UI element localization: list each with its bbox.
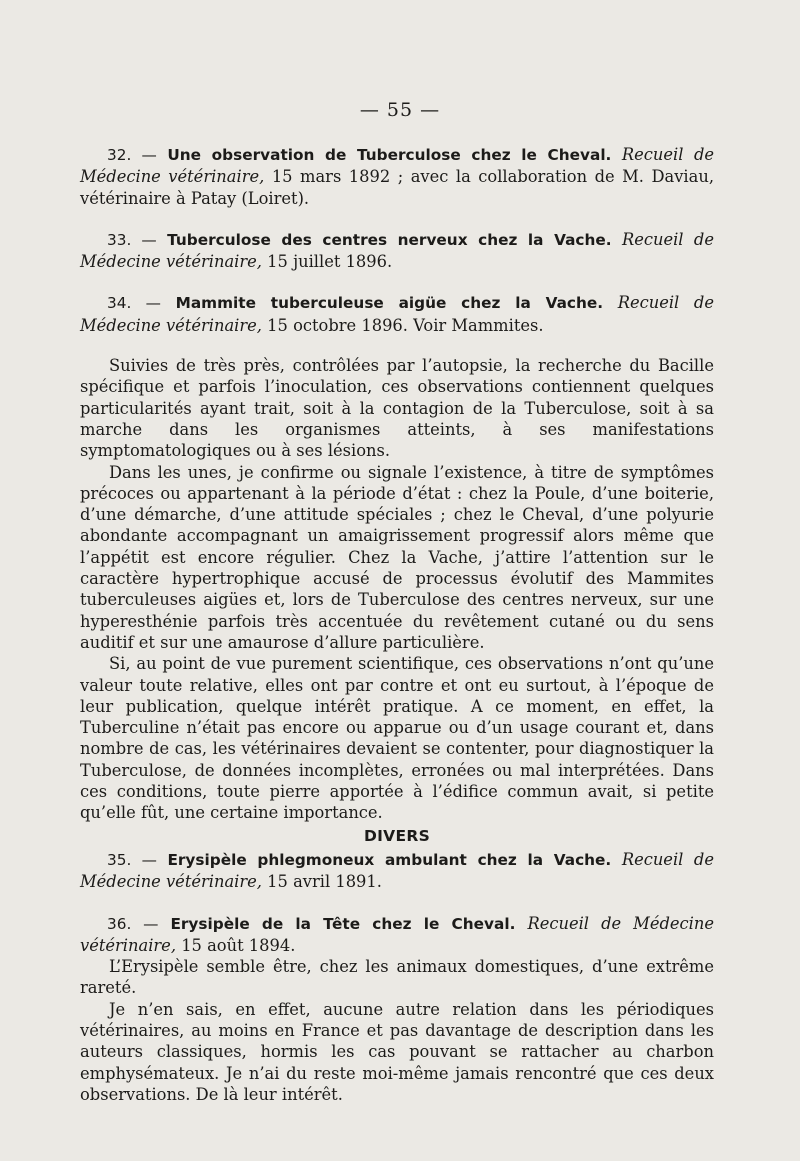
entry-35 (80, 849, 714, 893)
entry-number: 32. — (107, 146, 157, 164)
entry-title: Erysipèle de la Tête chez le Cheval. (170, 914, 516, 933)
entry-title: Erysipèle phlegmoneux ambulant chez la Vache. (167, 850, 612, 869)
entry-34 (80, 292, 714, 336)
entry-number: 34. — (107, 294, 161, 313)
entry-32 (80, 144, 714, 209)
entry-title: Une observation de Tuberculose chez le Cheval. (167, 146, 612, 164)
page-number: — 55 — (359, 99, 441, 121)
paragraph: Dans les unes, je confirme ou signale l’existence, à titre de symptômes précoces ou appartenant à la période d’état : chez la Poule, d’une boiterie, d’une démarche, d’une attitude spéciales ; chez le Cheval, d’une polyurie abondante accompagnant un amaigrissement progressif alors même que l’appétit est encore régulier. Chez la Vache, j’attire l’attention sur le caractère hypertrophique accusé de processus évolutif des Mammites tuberculeuses aigües et, lors de Tuberculose des centres nerveux, sur une hyperesthénie parfois très accentuée du revêtement cutané ou du sens auditif et sur une amaurose d’allure particulière. (80, 462, 714, 652)
entry-journal: Recueil de Médecine vétérinaire, (80, 913, 714, 955)
entry-number: 35. — (107, 850, 157, 869)
entry-details: 15 avril 1891. (267, 872, 382, 892)
entry-33 (80, 229, 714, 273)
entry-journal: Recueil de Médecine vétérinaire, (80, 145, 714, 187)
commentary-block-2 (80, 956, 714, 1105)
commentary-block (80, 355, 714, 824)
paragraph: Suivies de très près, contrôlées par l’autopsie, la recherche du Bacille spécifique et parfois l’inoculation, ces observations contiennent quelques particularités ayant trait, soit à la contagion de la Tuberculose, soit à sa marche dans les organismes atteints, à ses manifestations symptomatologiques ou à ses lésions. (80, 356, 714, 461)
page-body (80, 144, 714, 1105)
paragraph: L’Erysipèle semble être, chez les animaux domestiques, d’une extrême rareté. (80, 957, 714, 998)
entry-journal: Recueil de Médecine vétérinaire, (80, 849, 714, 892)
paragraph: Je n’en sais, en effet, aucune autre relation dans les périodiques vétérinaires, au moins en France et pas davantage de description dans les auteurs classiques, hormis les cas pouvant se rattacher au charbon emphysémateux. Je n’ai du reste moi-même jamais rencontré que ces deux observations. De là leur intérêt. (80, 999, 714, 1104)
entry-title: Mammite tuberculeuse aigüe chez la Vache. (175, 294, 604, 313)
entry-details: 15 août 1894. (181, 935, 296, 955)
entry-36 (80, 913, 714, 957)
entry-journal: Recueil de Médecine vétérinaire, (80, 229, 714, 272)
entry-number: 33. — (107, 230, 157, 249)
section-heading: DIVERS (363, 826, 431, 845)
paragraph: Si, au point de vue purement scientifique, ces observations n’ont qu’une valeur toute relative, elles ont par contre et ont eu surtout, à l’époque de leur publication, quelque intérêt pratique. A ce moment, en effet, la Tuberculine n’était pas encore ou apparue ou d’un usage courant et, dans nombre de cas, les vétérinaires devaient se contenter, pour diagnostiquer la Tuberculose, de données incomplètes, erronées ou mal interprétées. Dans ces conditions, toute pierre apportée à l’édifice commun avait, si petite qu’elle fût, une certaine importance. (80, 654, 714, 823)
entry-details: 15 mars 1892 ; avec la collaboration de M. Daviau, vétérinaire à Patay (Loiret). (80, 167, 714, 208)
entry-details: 15 octobre 1896. Voir Mammites. (267, 315, 544, 335)
entry-number: 36. — (107, 914, 159, 933)
entry-journal: Recueil de Médecine vétérinaire, (80, 293, 714, 335)
entry-title: Tuberculose des centres nerveux chez la Vache. (167, 230, 612, 249)
entry-details: 15 juillet 1896. (267, 252, 393, 272)
